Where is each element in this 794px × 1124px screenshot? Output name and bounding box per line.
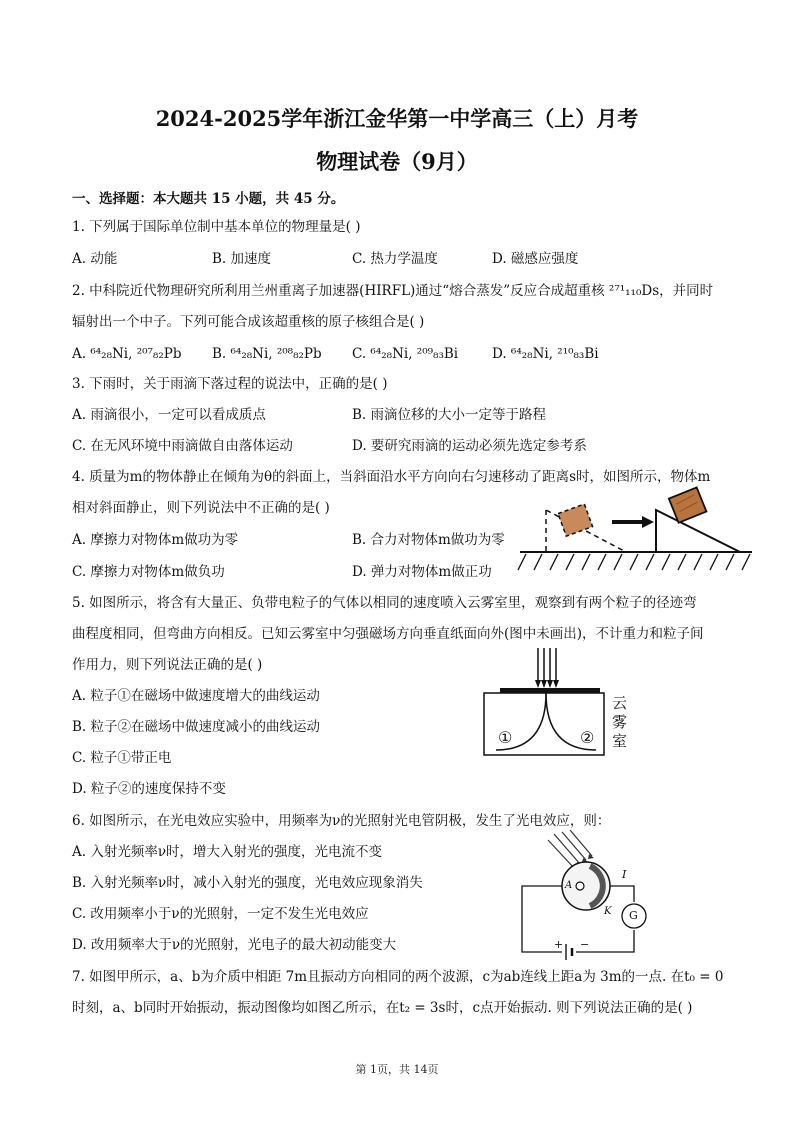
q3-option-c: C. 在无风环境中雨滴做自由落体运动 [72, 438, 293, 454]
q5-stem-line3: 作用力，则下列说法正确的是( ) [72, 657, 263, 673]
q6-option-d: D. 改用频率大于ν的光照射，光电子的最大初动能变大 [72, 937, 397, 953]
q6-stem: 6. 如图所示，在光电效应实验中，用频率为ν的光照射光电管阴极，发生了光电效应，则： [72, 813, 611, 829]
incline-figure [516, 484, 756, 580]
q6-option-a: A. 入射光频率ν时，增大入射光的强度，光电流不变 [72, 844, 383, 860]
q5-option-d: D. 粒子②的速度保持不变 [72, 781, 226, 797]
current-label: I [622, 868, 627, 881]
page-subtitle: 物理试卷（9月） [316, 149, 478, 174]
q4-stem-line2: 相对斜面静止，则下列说法中不正确的是( ) [72, 500, 330, 516]
q5-option-c: C. 粒子①带正电 [72, 750, 172, 766]
q5-option-b: B. 粒子②在磁场中做速度减小的曲线运动 [72, 719, 321, 735]
q1-option-c: C. 热力学温度 [352, 251, 438, 267]
moved-incline [656, 510, 740, 552]
q3-stem: 3. 下雨时，关于雨滴下落过程的说法中，正确的是( ) [72, 376, 388, 392]
block-m [669, 487, 707, 522]
q1-option-d: D. 磁感应强度 [492, 251, 579, 267]
q5-option-a: A. 粒子①在磁场中做速度增大的曲线运动 [72, 688, 320, 704]
q5-stem-line1: 5. 如图所示，将含有大量正、负带电粒子的气体以相同的速度喷入云雾室里，观察到有两个粒子的径迹弯 [72, 595, 697, 611]
q7-stem-line1: 7. 如图甲所示，a、b为介质中相距 7m且振动方向相同的两个波源，c为ab连线上距a为 3m的一点. 在t₀ = 0 [72, 969, 724, 985]
q1-stem: 1. 下列属于国际单位制中基本单位的物理量是( ) [72, 219, 361, 235]
cloud-chamber-label: 云雾室 [612, 694, 628, 750]
q2-option-a: A. ⁶⁴₂₈Ni, ²⁰⁷₈₂Pb [72, 346, 182, 362]
anode-label: A [565, 880, 573, 891]
q4-option-c: C. 摩擦力对物体m做负功 [72, 564, 225, 580]
q4-option-d: D. 弹力对物体m做正功 [352, 564, 492, 580]
q2-option-d: D. ⁶⁴₂₈Ni, ²¹⁰₈₃Bi [492, 346, 599, 362]
section-heading: 一、选择题：本大题共 15 小题，共 45 分。 [72, 191, 345, 207]
particle-2-label: ② [580, 728, 595, 747]
q6-option-c: C. 改用频率小于ν的光照射，一定不发生光电效应 [72, 906, 369, 922]
particle-1-label: ① [498, 728, 513, 747]
q1-option-a: A. 动能 [72, 251, 118, 267]
cloud-chamber-figure [482, 646, 642, 758]
q2-option-b: B. ⁶⁴₂₈Ni, ²⁰⁸₈₂Pb [212, 346, 322, 362]
galvanometer-label: G [629, 909, 638, 922]
q4-stem-line1: 4. 质量为m的物体静止在倾角为θ的斜面上，当斜面沿水平方向向右匀速移动了距离s时，如图所示，物体m [72, 469, 711, 485]
battery-plus: + [554, 938, 564, 951]
q5-stem-line2: 曲程度相同，但弯曲方向相反。已知云雾室中匀强磁场方向垂直纸面向外(图中未画出)，不计重力和粒子间 [72, 626, 704, 642]
q2-stem-line2: 辐射出一个中子。下列可能合成该超重核的原子核组合是( ) [72, 314, 425, 330]
q2-stem-line1: 2. 中科院近代物理研究所利用兰州重离子加速器(HIRFL)通过“熔合蒸发”反应合成超重核 ²⁷¹₁₁₀Ds，并同时 [72, 283, 714, 299]
page-number: 第 1页，共 14页 [355, 1063, 439, 1076]
q7-stem-line2: 时刻，a、b同时开始振动，振动图像均如图乙所示，在t₂ = 3s时，c点开始振动. 则下列说法正确的是( ) [72, 1000, 693, 1016]
q1-option-b: B. 加速度 [212, 251, 272, 267]
q3-option-b: B. 雨滴位移的大小一定等于路程 [352, 407, 547, 423]
q4-option-a: A. 摩擦力对物体m做功为零 [72, 532, 239, 548]
q2-option-c: C. ⁶⁴₂₈Ni, ²⁰⁹₈₃Bi [352, 346, 459, 362]
photoelectric-figure [514, 830, 654, 960]
q3-option-a: A. 雨滴很小，一定可以看成质点 [72, 407, 266, 423]
battery-minus: − [580, 938, 590, 951]
cathode-label: K [604, 906, 612, 917]
page-title: 2024-2025学年浙江金华第一中学高三（上）月考 [155, 106, 639, 131]
q3-option-d: D. 要研究雨滴的运动必须先选定参考系 [352, 438, 587, 454]
q6-option-b: B. 入射光频率ν时，减小入射光的强度，光电效应现象消失 [72, 875, 423, 891]
q4-option-b: B. 合力对物体m做功为零 [352, 532, 505, 548]
